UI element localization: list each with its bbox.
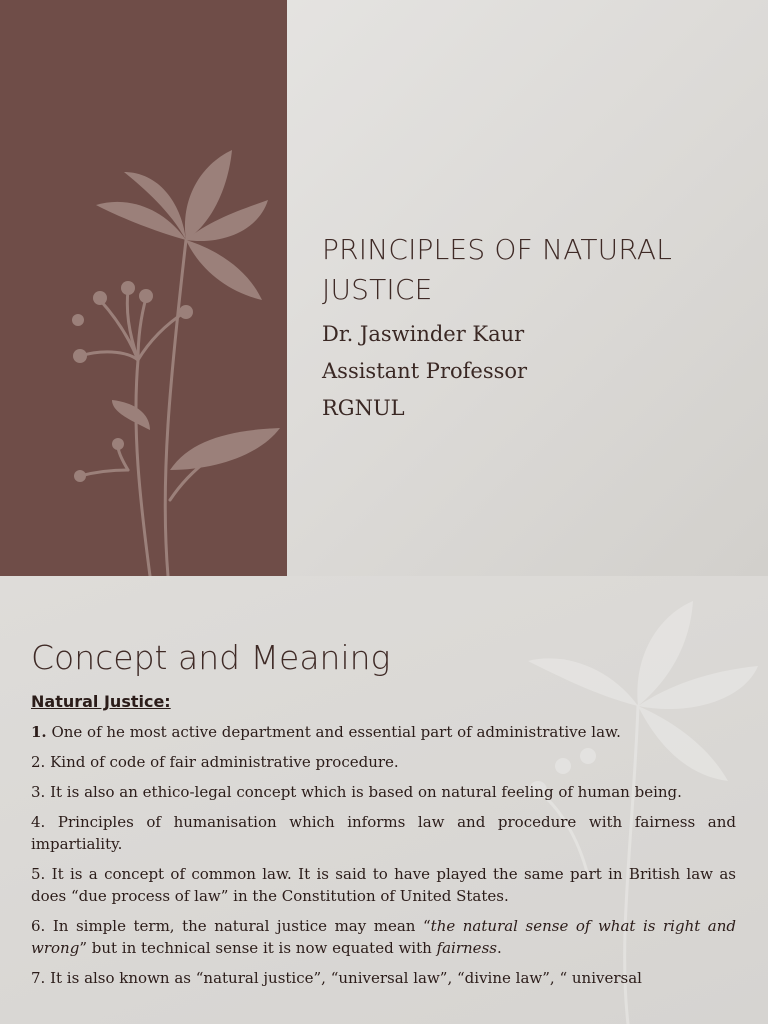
author-block bbox=[322, 316, 742, 427]
list-item-3: 3. It is also an ethico-legal concept which is based on natural feeling of human being. bbox=[31, 783, 682, 801]
section-heading: Natural Justice: bbox=[31, 692, 171, 711]
presentation-title: PRINCIPLES OF NATURAL JUSTICE bbox=[322, 233, 673, 306]
list-item-2: 2. Kind of code of fair administrative procedure. bbox=[31, 753, 399, 771]
author-institution: RGNUL bbox=[322, 396, 405, 420]
plant-illustration bbox=[0, 0, 287, 576]
list-item-1-number: 1. bbox=[31, 723, 47, 741]
list-item-6-end: . bbox=[496, 939, 502, 957]
list-item-6-quote: the natural sense of what is right and wrong bbox=[31, 917, 737, 957]
slide-title: Concept and Meaning bbox=[31, 638, 391, 677]
content-slide bbox=[0, 576, 768, 1024]
list-item-6-part-a: 6. In simple term, the natural justice may mean “ bbox=[31, 917, 431, 935]
title-block bbox=[322, 230, 742, 427]
list-item-1 bbox=[31, 721, 736, 743]
list-item-7: 7. It is also known as “natural justice”, “universal law”, “divine law”, “ universal bbox=[31, 969, 642, 987]
author-position: Assistant Professor bbox=[322, 359, 528, 383]
list-item-5: 5. It is a concept of common law. It is said to have played the same part in British law as does “due process of law” in the Constitution of United States. bbox=[31, 865, 736, 905]
list-item-1-text: One of he most active department and essential part of administrative law. bbox=[46, 723, 621, 741]
list-item-6 bbox=[31, 915, 736, 959]
slide-body bbox=[31, 692, 736, 997]
author-name: Dr. Jaswinder Kaur bbox=[322, 322, 525, 346]
side-panel bbox=[0, 0, 287, 576]
list-item-4: 4. Principles of humanisation which informs law and procedure with fairness and impartiality. bbox=[31, 813, 736, 853]
list-item-6-part-c: ” but in technical sense it is now equated with bbox=[79, 939, 437, 957]
list-item-6-fairness: fairness bbox=[436, 939, 497, 957]
